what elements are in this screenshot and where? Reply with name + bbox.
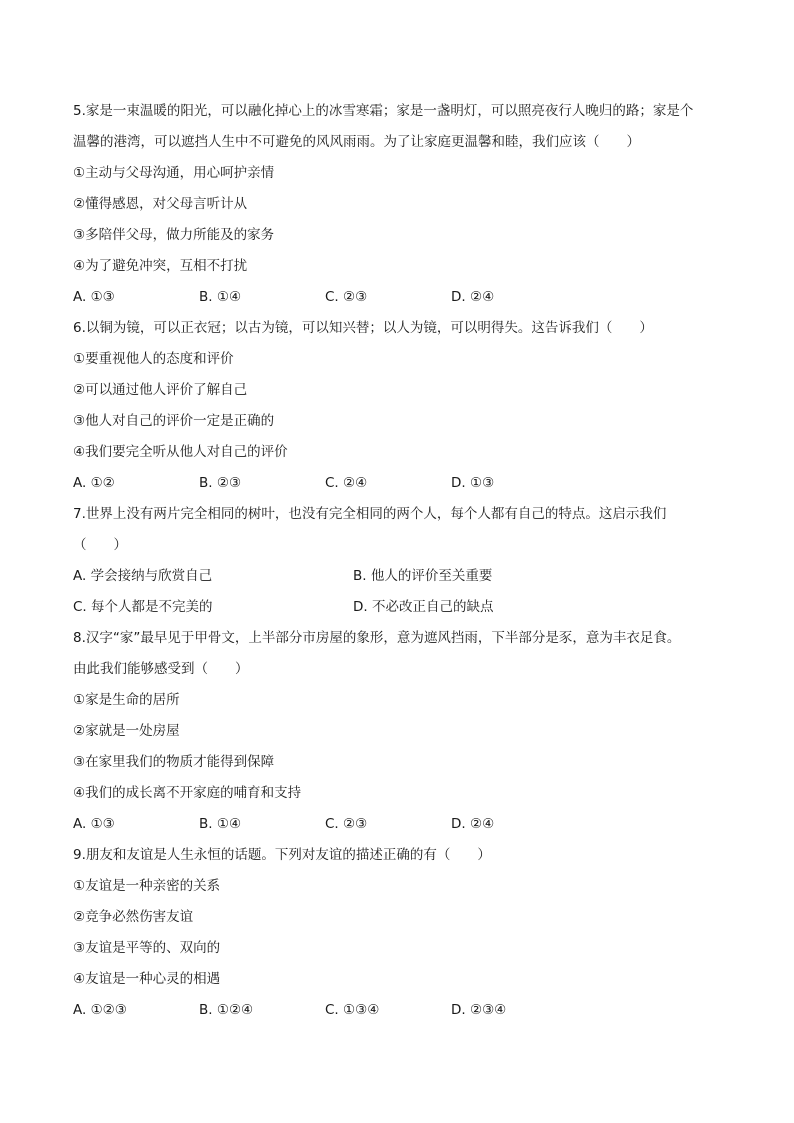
statement: ②可以通过他人评价了解自己 xyxy=(73,382,248,398)
statement: ③友谊是平等的、双向的 xyxy=(73,940,221,956)
question-stem-line: （ ） xyxy=(73,537,127,553)
statement: ③在家里我们的物质才能得到保障 xyxy=(73,754,275,770)
question-6 xyxy=(73,313,723,499)
statement: ①家是生命的居所 xyxy=(73,692,180,708)
option-c: C. ②③ xyxy=(325,289,368,305)
option-c: C. ②③ xyxy=(325,816,368,832)
option-a: A. ①③ xyxy=(73,816,115,832)
statement: ④友谊是一种心灵的相遇 xyxy=(73,971,221,987)
option-c: C. ①③④ xyxy=(325,1002,380,1018)
option-d: D. 不必改正自己的缺点 xyxy=(353,599,494,615)
answer-options xyxy=(73,282,723,313)
answer-options xyxy=(73,468,723,499)
answer-options xyxy=(73,809,723,840)
option-a: A. ①② xyxy=(73,475,115,491)
question-stem-line: 温馨的港湾，可以遮挡人生中不可避免的风风雨雨。为了让家庭更温馨和睦，我们应该（ ） xyxy=(73,134,640,150)
option-c: C. ②④ xyxy=(325,475,368,491)
option-d: D. ①③ xyxy=(451,475,495,491)
statement: ③他人对自己的评价一定是正确的 xyxy=(73,413,275,429)
statement: ③多陪伴父母，做力所能及的家务 xyxy=(73,227,275,243)
question-stem-line: 由此我们能够感受到（ ） xyxy=(73,661,249,677)
option-b: B. ①②④ xyxy=(199,1002,254,1018)
option-a: A. ①③ xyxy=(73,289,115,305)
option-b: B. ②③ xyxy=(199,475,242,491)
option-c: C. 每个人都是不完美的 xyxy=(73,599,213,615)
question-stem-line: 8.汉字“家”最早见于甲骨文，上半部分市房屋的象形，意为遮风挡雨，下半部分是豕，意为丰衣足食。 xyxy=(73,630,681,646)
statement: ②家就是一处房屋 xyxy=(73,723,180,739)
question-9 xyxy=(73,840,723,1026)
answer-options xyxy=(73,995,723,1026)
question-stem-line: 6.以铜为镜，可以正衣冠；以古为镜，可以知兴替；以人为镜，可以明得失。这告诉我们（ ） xyxy=(73,320,653,336)
option-b: B. ①④ xyxy=(199,816,242,832)
statement: ④我们要完全听从他人对自己的评价 xyxy=(73,444,288,460)
question-8 xyxy=(73,623,723,840)
statement: ①主动与父母沟通，用心呵护亲情 xyxy=(73,165,275,181)
statement: ①要重视他人的态度和评价 xyxy=(73,351,234,367)
statement: ①友谊是一种亲密的关系 xyxy=(73,878,221,894)
question-stem-line: 5.家是一束温暖的阳光，可以融化掉心上的冰雪寒霜；家是一盏明灯，可以照亮夜行人晚归的路；家是个 xyxy=(73,103,694,119)
statement: ④为了避免冲突，互相不打扰 xyxy=(73,258,248,274)
option-a: A. 学会接纳与欣赏自己 xyxy=(73,568,213,584)
question-7 xyxy=(73,499,723,623)
answer-options xyxy=(73,561,723,592)
option-d: D. ②③④ xyxy=(451,1002,507,1018)
option-b: B. ①④ xyxy=(199,289,242,305)
statement: ④我们的成长离不开家庭的哺育和支持 xyxy=(73,785,302,801)
question-stem-line: 7.世界上没有两片完全相同的树叶，也没有完全相同的两个人，每个人都有自己的特点。这启示我们 xyxy=(73,506,667,522)
question-stem-line: 9.朋友和友谊是人生永恒的话题。下列对友谊的描述正确的有（ ） xyxy=(73,847,491,863)
option-d: D. ②④ xyxy=(451,816,495,832)
question-5 xyxy=(73,96,723,313)
option-a: A. ①②③ xyxy=(73,1002,127,1018)
option-d: D. ②④ xyxy=(451,289,495,305)
statement: ②竞争必然伤害友谊 xyxy=(73,909,194,925)
statement: ②懂得感恩，对父母言听计从 xyxy=(73,196,248,212)
answer-options xyxy=(73,592,723,623)
question-list xyxy=(73,96,723,1026)
option-b: B. 他人的评价至关重要 xyxy=(353,568,493,584)
